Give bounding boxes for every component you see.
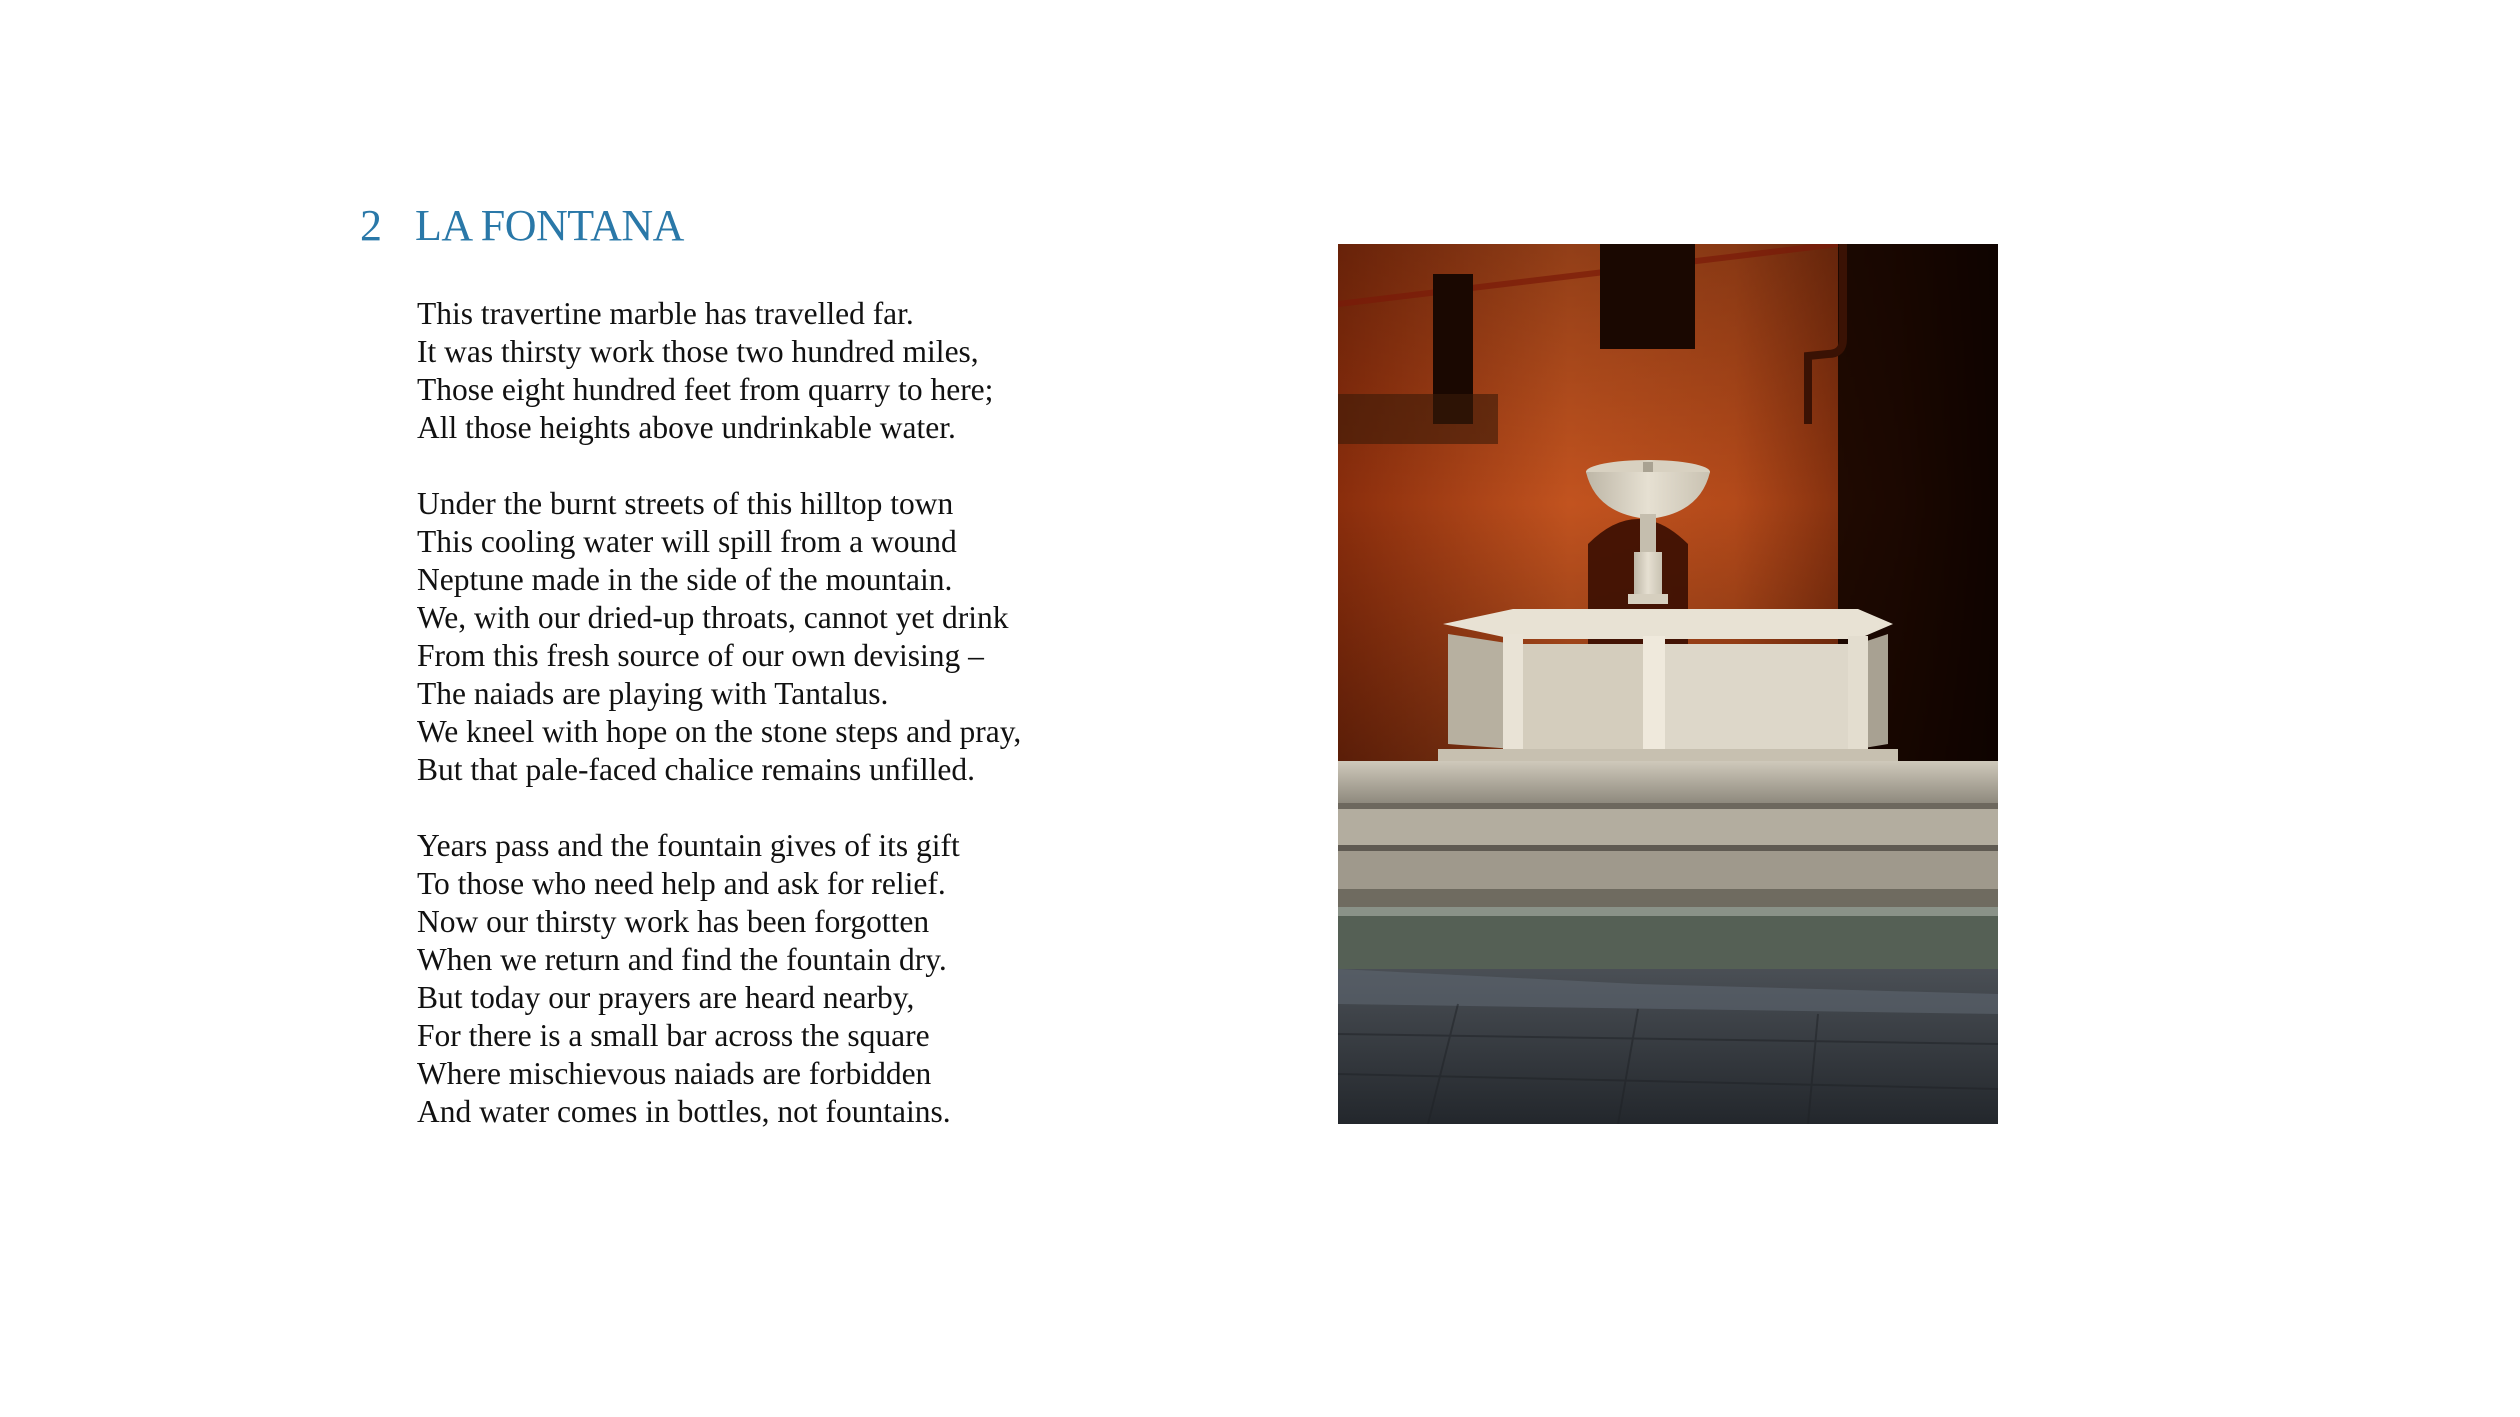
stone-ledge: [1338, 907, 1998, 979]
fountain-photo: [1338, 244, 1998, 1124]
fountain-illustration: [1338, 244, 1998, 1124]
poem-heading: [360, 196, 684, 256]
poem-body: [417, 295, 1021, 1169]
poem-line: All those heights above undrinkable water.: [417, 410, 956, 445]
poem-line: Years pass and the fountain gives of its gift: [417, 828, 960, 863]
poem-line: This cooling water will spill from a wound: [417, 524, 957, 559]
stone-step: [1338, 809, 1998, 845]
stone-step: [1338, 851, 1998, 889]
poem-line: We, with our dried-up throats, cannot yet drink: [417, 600, 1009, 635]
poem-line: The naiads are playing with Tantalus.: [417, 676, 889, 711]
poem-line: To those who need help and ask for relief.: [417, 866, 946, 901]
poem-line: When we return and find the fountain dry.: [417, 942, 947, 977]
poem-line: Where mischievous naiads are forbidden: [417, 1056, 932, 1091]
poem-line: From this fresh source of our own devising –: [417, 638, 984, 673]
stanza-3: [417, 827, 1021, 1131]
poem-line: We kneel with hope on the stone steps and pray,: [417, 714, 1022, 749]
stanza-2: [417, 485, 1021, 789]
window: [1600, 244, 1695, 349]
poem-line: It was thirsty work those two hundred miles,: [417, 334, 979, 369]
fountain-column: [1634, 552, 1662, 598]
stone-step: [1338, 761, 1998, 803]
poem-line: Neptune made in the side of the mountain.: [417, 562, 953, 597]
poem-line: Those eight hundred feet from quarry to here;: [417, 372, 994, 407]
stanza-1: [417, 295, 1021, 447]
poem-line: But that pale-faced chalice remains unfilled.: [417, 752, 976, 787]
poem-line: This travertine marble has travelled far.: [417, 296, 914, 331]
poem-title: LA FONTANA: [415, 201, 684, 250]
poem-line: Now our thirsty work has been forgotten: [417, 904, 930, 939]
poem-number: 2: [360, 201, 382, 250]
poem-line: But today our prayers are heard nearby,: [417, 980, 915, 1015]
poem-line: Under the burnt streets of this hilltop town: [417, 486, 954, 521]
poem-line: For there is a small bar across the square: [417, 1018, 930, 1053]
poem-line: And water comes in bottles, not fountains.: [417, 1094, 951, 1129]
